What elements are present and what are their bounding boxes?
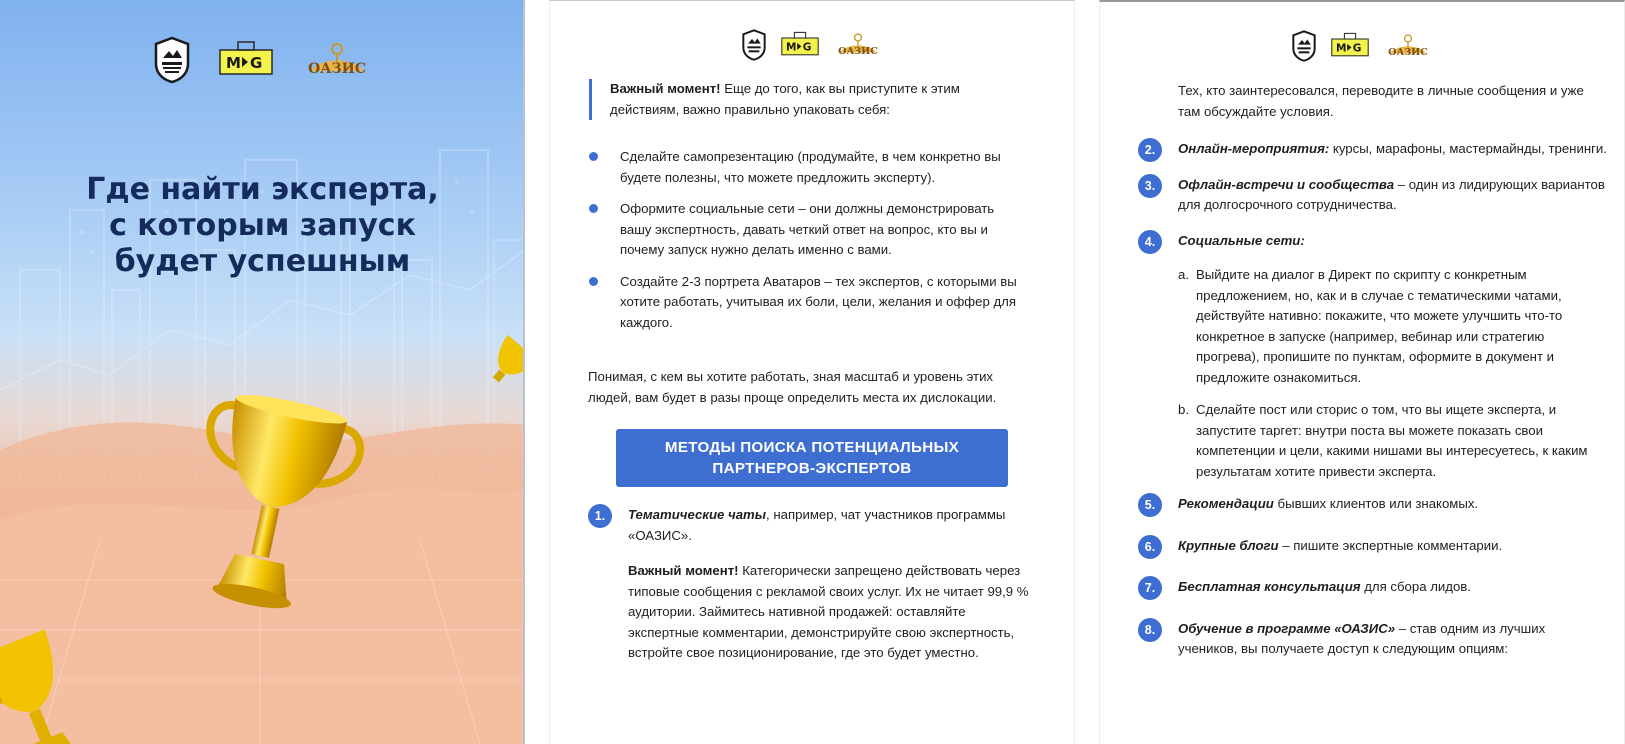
item-text: – став одним из лучших учеников, вы получаете доступ к следующим опциям: bbox=[1178, 620, 1546, 656]
page-header-logos bbox=[550, 29, 1074, 61]
sublist-text: Выйдите на диалог в Директ по скрипту с конкретным предложением, но, как и в случае с тематическими чатами, действуйте нативно: покажите, что можете улучшить что-то конкретное в запуске (например, вебинар или стратегию прогрева), пропишите по пунктам, оформите в документ и предложите ознакомиться. bbox=[1196, 267, 1563, 385]
list-item-text: Создайте 2-3 портрета Аватаров – тех экспертов, с которыми вы хотите работать, учитывая их боли, цели, желания и оффер для каждого. bbox=[620, 273, 1017, 330]
document-page-3 bbox=[1099, 0, 1625, 744]
cover-logos bbox=[0, 36, 525, 84]
item-emphasis: Бесплатная консультация bbox=[1178, 579, 1361, 594]
cover-title-line: с которым запуск bbox=[109, 208, 416, 243]
marketing-robinson-logo bbox=[154, 36, 190, 84]
svg-text:M: M bbox=[1336, 42, 1347, 55]
item-emphasis: Социальные сети: bbox=[1178, 232, 1305, 248]
number-badge: 6. bbox=[1138, 535, 1162, 559]
list-item-text: Оформите социальные сети – они должны демонстрировать вашу экспертность, давать четкий ответ на вопрос, кто вы и почему запуск нужно делать именно с вами. bbox=[620, 201, 995, 257]
bullet-dot-icon bbox=[589, 277, 598, 286]
oasis-logo bbox=[834, 30, 882, 60]
item-text: – один из лидирующих вариантов для долгосрочного сотрудничества. bbox=[1178, 176, 1605, 212]
svg-text:G: G bbox=[249, 54, 262, 72]
callout-text: Еще до того, как вы приступите к этим действиям, важно правильно упаковать себя: bbox=[610, 81, 960, 117]
svg-text:M: M bbox=[225, 54, 241, 72]
item-emphasis: Крупные блоги bbox=[1178, 537, 1279, 553]
number-badge: 4. bbox=[1138, 230, 1162, 254]
oasis-logo bbox=[302, 39, 372, 81]
mg-logo bbox=[218, 40, 274, 80]
marketing-robinson-logo bbox=[1292, 30, 1316, 62]
number-badge: 7. bbox=[1138, 576, 1162, 600]
important-note-paragraph bbox=[628, 561, 1038, 664]
sublist-item bbox=[1178, 400, 1608, 482]
item-text: курсы, марафоны, мастермайнды, тренинги. bbox=[1329, 141, 1607, 156]
oasis-logo bbox=[1384, 31, 1432, 61]
item-emphasis: Офлайн-встречи и сообщества bbox=[1178, 176, 1395, 192]
numbered-item bbox=[1138, 231, 1608, 483]
item-emphasis: Онлайн-мероприятия: bbox=[1178, 141, 1330, 156]
numbered-item bbox=[1138, 536, 1608, 557]
item-text: для сбора лидов. bbox=[1360, 579, 1471, 594]
cover-title-line: будет успешным bbox=[114, 244, 411, 279]
banner-line: ПАРТНЕРОВ-ЭКСПЕРТОВ bbox=[712, 460, 912, 477]
body-paragraph: Понимая, с кем вы хотите работать, зная масштаб и уровень этих людей, вам будет в разы проще определить места их дислокации. bbox=[588, 369, 997, 405]
list-item-text: Сделайте самопрезентацию (продумайте, в чем конкретно вы будете полезны, что можете предложить эксперту). bbox=[620, 149, 1001, 185]
numbered-item bbox=[1138, 175, 1608, 216]
number-badge: 8. bbox=[1138, 618, 1162, 642]
list-item bbox=[588, 147, 1028, 188]
item-text: бывших клиентов или знакомых. bbox=[1273, 496, 1479, 511]
sublist-letter: a. bbox=[1178, 267, 1189, 282]
svg-text:G: G bbox=[802, 41, 812, 54]
svg-text:ОАЗИС: ОАЗИС bbox=[838, 45, 878, 57]
intro-paragraph: Тех, кто заинтересовался, переводите в личные сообщения и уже там обсуждайте условия. bbox=[1178, 83, 1584, 119]
mg-logo bbox=[780, 31, 820, 59]
item-text: , например, чат участников программы «ОАЗИС». bbox=[628, 507, 1006, 543]
mg-logo bbox=[1330, 32, 1370, 60]
bullet-list bbox=[588, 147, 1028, 344]
svg-text:ОАЗИС: ОАЗИС bbox=[307, 61, 366, 77]
svg-text:M: M bbox=[786, 41, 797, 54]
sublist-letter: b. bbox=[1178, 402, 1189, 417]
numbered-item bbox=[1138, 619, 1608, 660]
lettered-sublist bbox=[1178, 265, 1608, 482]
marketing-robinson-logo bbox=[742, 29, 766, 61]
note-text: Категорически запрещено действовать через типовые сообщения с рекламой своих услуг. Их не читает 99,9 % аудитории. Займитесь нативной продажей: оставляйте экспертные комментарии, демонстрируйте свою экспертность, встройте свое позиционирование, где это будет уместно. bbox=[628, 563, 1029, 660]
section-heading-banner bbox=[616, 429, 1008, 487]
svg-text:G: G bbox=[1352, 42, 1362, 55]
list-item bbox=[588, 199, 1028, 261]
callout-bold: Важный момент! bbox=[610, 81, 721, 96]
svg-text:ОАЗИС: ОАЗИС bbox=[1388, 46, 1428, 58]
number-badge: 2. bbox=[1138, 138, 1162, 162]
banner-line: МЕТОДЫ ПОИСКА ПОТЕНЦИАЛЬНЫХ bbox=[664, 439, 960, 456]
item-emphasis: Обучение в программе «ОАЗИС» bbox=[1178, 620, 1396, 636]
number-badge: 5. bbox=[1138, 493, 1162, 517]
cover-page bbox=[0, 0, 525, 744]
item-emphasis: Тематические чаты bbox=[628, 507, 767, 522]
sublist-item bbox=[1178, 265, 1608, 388]
numbered-item bbox=[1138, 577, 1608, 598]
cover-title-line: Где найти эксперта, bbox=[86, 172, 439, 207]
bullet-dot-icon bbox=[589, 152, 598, 161]
item-emphasis: Рекомендации bbox=[1178, 496, 1274, 511]
numbered-item bbox=[1138, 494, 1608, 515]
item-text: – пишите экспертные комментарии. bbox=[1278, 537, 1503, 553]
important-note-callout bbox=[589, 79, 1029, 120]
cover-title bbox=[40, 172, 485, 280]
numbered-item bbox=[1138, 139, 1608, 160]
sublist-text: Сделайте пост или сторис о том, что вы ищете эксперта, и запустите таргет: внутри поста вы можете показать свои компетенции и цели, какими нишами вы интересуетесь, к каким результатам хотите привести эксперта. bbox=[1196, 402, 1588, 479]
document-page-2 bbox=[549, 0, 1075, 744]
numbered-item bbox=[588, 505, 1038, 546]
bullet-dot-icon bbox=[589, 204, 598, 213]
list-item bbox=[588, 272, 1028, 334]
page-header-logos bbox=[1100, 30, 1624, 62]
number-badge: 3. bbox=[1138, 174, 1162, 198]
numbered-list bbox=[1138, 139, 1608, 675]
note-bold: Важный момент! bbox=[628, 563, 739, 578]
number-badge: 1. bbox=[588, 504, 612, 528]
